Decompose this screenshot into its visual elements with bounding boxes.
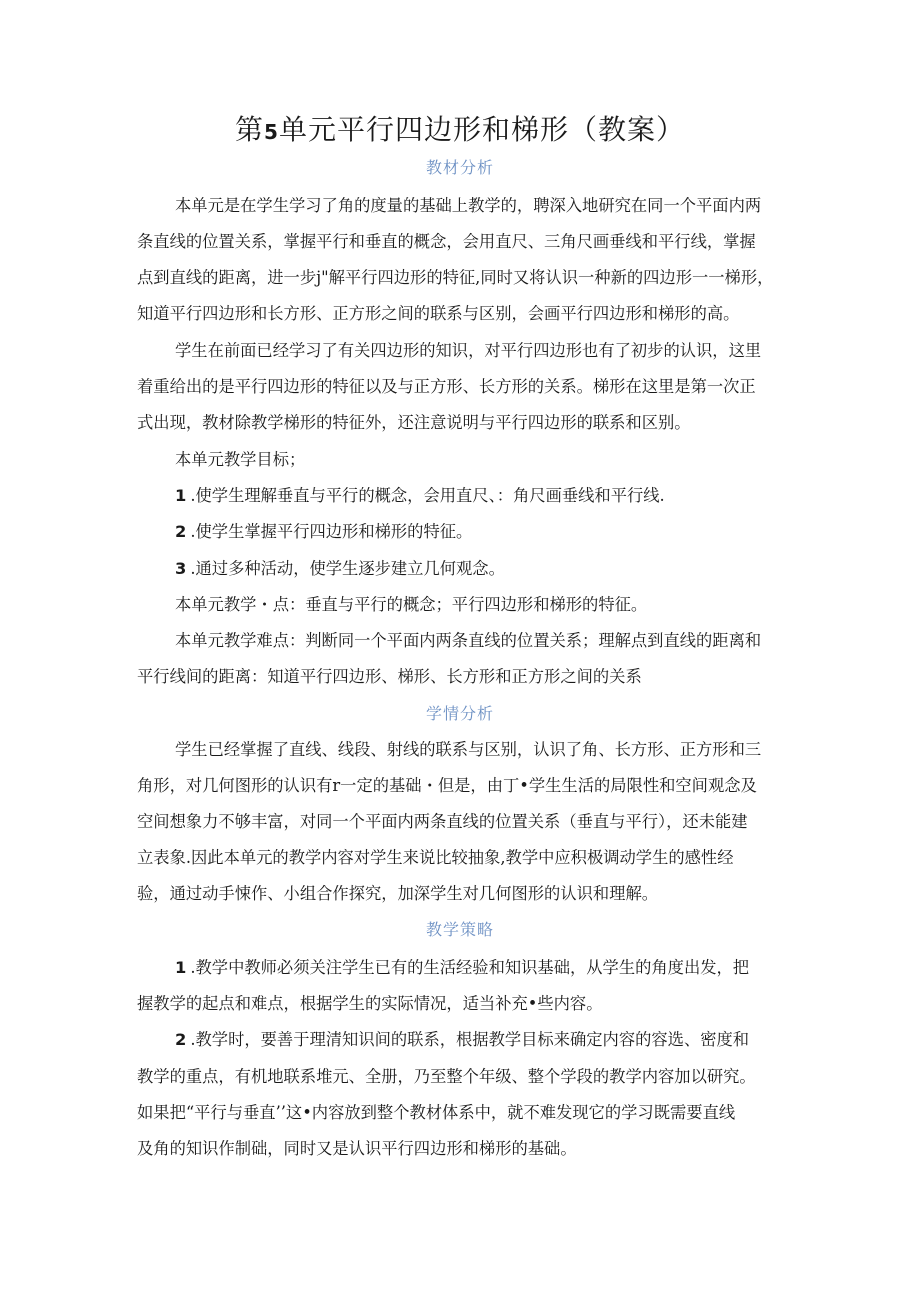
goal-item bbox=[175, 521, 797, 543]
paragraph-line: 条直线的位置关系，掌握平行和垂直的概念，会用直尺、三角尺画垂线和平行线，掌握 bbox=[137, 232, 756, 251]
title-text: 单元平行四边形和梯形（教案） bbox=[278, 113, 685, 146]
section-heading-analysis: 教材分析 bbox=[425, 158, 494, 177]
strategy-number: 2 bbox=[175, 1030, 187, 1049]
paragraph-line: 验，通过动手悚作、小组合作探究，加深学生对几何图形的认识和理解。 bbox=[137, 884, 659, 903]
paragraph-line: 及角的知识作制础，同时又是认识平行四边形和梯形的基础。 bbox=[137, 1139, 577, 1158]
strategy-number: 1 bbox=[175, 958, 187, 977]
section-heading-strategy: 教学策略 bbox=[425, 920, 494, 939]
paragraph-line: 着重给出的是平行四边形的特征以及与正方形、长方形的关系。梯形在这里是第一次正 bbox=[137, 377, 756, 396]
paragraph-line: 立表象.因此本单元的教学内容对学生来说比较抽象,教学中应积极调动学生的感性经 bbox=[137, 848, 734, 867]
paragraph-line: 教学的重点，有机地联系堆元、全册，乃至整个年级、整个学段的教学内容加以研究。 bbox=[137, 1067, 756, 1086]
goal-item bbox=[175, 485, 797, 507]
focus-line: 本单元教学・点：垂直与平行的概念；平行四边形和梯形的特征。 bbox=[175, 595, 648, 614]
goal-item bbox=[175, 558, 797, 580]
paragraph-line: 学生已经掌握了直线、线段、射线的联系与区别，认识了角、长方形、正方形和三 bbox=[175, 740, 762, 759]
difficulty-line: 平行线间的距离：知道平行四边形、梯形、长方形和正方形之间的关系 bbox=[137, 667, 642, 686]
paragraph-line: 角形，对几何图形的认识有r一定的基础・但是，由丁•学生生活的局限性和空间观念及 bbox=[137, 776, 757, 795]
title-unit-number: 5 bbox=[264, 120, 279, 144]
paragraph-line: 知道平行四边形和长方形、正方形之间的联系与区别，会画平行四边形和梯形的高。 bbox=[137, 304, 740, 323]
paragraph-line: 本单元是在学生学习了角的度量的基础上教学的，聘深入地研究在同一个平面内两 bbox=[175, 196, 762, 215]
goal-number: 3 bbox=[175, 559, 187, 578]
paragraph-line: 式出现，教材除教学梯形的特征外，还注意说明与平行四边形的联系和区别。 bbox=[137, 413, 691, 432]
paragraph-line: 学生在前面已经学习了有关四边形的知识，对平行四边形也有了初步的认识，这里 bbox=[175, 341, 762, 360]
goal-text: .通过多种活动，使学生逐步建立几何观念。 bbox=[190, 559, 505, 578]
paragraph-line: 空间想象力不够丰富，对同一个平面内两条直线的位置关系（垂直与平行），还未能建 bbox=[137, 812, 748, 831]
goal-text: .使学生理解垂直与平行的概念，会用直尺、：角尺画垂线和平行线. bbox=[190, 486, 665, 505]
strategy-text: .教学中教师必须关注学生已有的生活经验和知识基础，从学生的角度出发，把 bbox=[190, 958, 750, 977]
section-heading-learner: 学情分析 bbox=[425, 704, 494, 723]
paragraph-line: 如果把“平行与垂直’’这•内容放到整个教材体系中，就不难发现它的学习既需要直线 bbox=[137, 1103, 736, 1122]
goals-intro: 本单元教学目标； bbox=[175, 450, 306, 469]
goal-number: 1 bbox=[175, 486, 187, 505]
difficulty-line: 本单元教学难点：判断同一个平面内两条直线的位置关系；理解点到直线的距离和 bbox=[175, 631, 762, 650]
strategy-text: .教学时，要善于理清知识间的联系，根据教学目标来确定内容的容选、密度和 bbox=[190, 1030, 750, 1049]
goal-text: .使学生掌握平行四边形和梯形的特征。 bbox=[190, 522, 473, 541]
page-title bbox=[0, 110, 920, 152]
strategy-item bbox=[175, 957, 797, 979]
paragraph-line: 点到直线的距离，进一步j"解平行四边形的特征,同时又将认识一种新的四边形一一梯形， bbox=[137, 268, 774, 287]
paragraph-line: 握教学的起点和难点，根据学生的实际情况，适当补充•些内容。 bbox=[137, 994, 603, 1013]
goal-number: 2 bbox=[175, 522, 187, 541]
strategy-item bbox=[175, 1029, 797, 1051]
title-prefix: 第 bbox=[235, 113, 265, 146]
